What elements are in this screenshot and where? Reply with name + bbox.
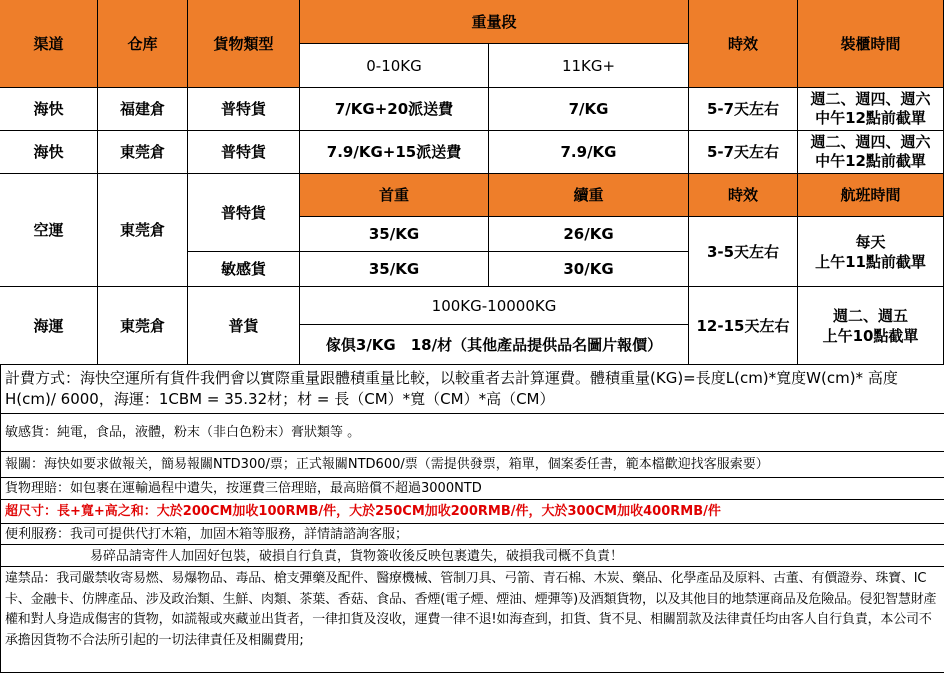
row2-price-0-10kg: 7.9/KG+15派送費 — [300, 131, 489, 174]
air-schedule-days: 每天 — [855, 232, 886, 251]
row2-schedule-days: 週二、週四、週六 — [810, 133, 931, 151]
note-oversize: 超尺寸：長+寬+高之和：大於200CM加收100RMB/件，大於250CM加收200RMB/件，大於300CM加收400RMB/件 — [0, 500, 944, 524]
note-prohibited: 違禁品：我司嚴禁收寄易燃、易爆物品、毒品、槍支彈藥及配件、醫療機械、管制刀具、弓箭、青石棉、木炭、藥品、化學產品及原料、古董、有價證券、珠寶、IC卡、金融卡、仿牌產品、涉及政治類、生鮮、肉類、茶葉、香菇、食品、香煙(電子煙、煙油、煙彈等)及酒類貨物，以及其他目的地禁運商品及危險品。侵犯智慧財產權和對人身造成傷害的貨物，如謊報或夾藏並出貨者，一律扣貨及沒收，運費一律不退!如海查到，扣貨、貨不見、相關罰款及法律責任均由客人自行負責，本公司不承擔因貨物不合法所引起的一切法律責任及相關費用; — [0, 567, 944, 673]
row1-timeliness: 5-7天左右 — [689, 88, 798, 131]
sea-warehouse: 東莞倉 — [98, 287, 188, 365]
air-goods-general: 普特貨 — [188, 174, 300, 252]
row1-schedule-cutoff: 中午12點前截單 — [815, 109, 926, 127]
row1-warehouse: 福建倉 — [98, 88, 188, 131]
air-header-timeliness: 時效 — [689, 174, 798, 217]
note-customs: 報關：海快如要求做報关，簡易報關NTD300/票；正式報關NTD600/票（需提供發票，箱單，個案委任書，範本檔歡迎找客服索要） — [0, 452, 944, 478]
air-timeliness: 3-5天左右 — [689, 217, 798, 287]
note-fragile: 易碎品請寄件人加固好包裝，破損自行負責，貨物簽收後反映包裹遺失，破損我司概不負責！ — [0, 545, 944, 567]
header-timeliness: 時效 — [689, 0, 798, 88]
air-header-extra-weight: 續重 — [489, 174, 689, 217]
row1-schedule-days: 週二、週四、週六 — [810, 90, 931, 108]
sea-schedule — [798, 287, 944, 365]
header-channel: 渠道 — [0, 0, 98, 88]
sea-goods: 普貨 — [188, 287, 300, 365]
row1-schedule — [798, 88, 944, 131]
row2-goods: 普特貨 — [188, 131, 300, 174]
air-header-flight-time: 航班時間 — [798, 174, 944, 217]
note-claims: 貨物理賠：如包裹在運輸過程中遺失，按運費三倍理賠，最高賠償不超過3000NTD — [0, 478, 944, 500]
air-header-first-weight: 首重 — [300, 174, 489, 217]
row1-channel: 海快 — [0, 88, 98, 131]
note-services: 便利服務：我司可提供代打木箱，加固木箱等服務，詳情請諮詢客服； — [0, 524, 944, 545]
row2-channel: 海快 — [0, 131, 98, 174]
air-goods-sensitive: 敏感貨 — [188, 252, 300, 287]
air-schedule — [798, 217, 944, 287]
sea-weight-range: 100KG-10000KG — [300, 287, 689, 325]
air-general-extra-price: 26/KG — [489, 217, 689, 252]
header-seg-11kg-plus: 11KG+ — [489, 44, 689, 88]
sea-timeliness: 12-15天左右 — [689, 287, 798, 365]
sea-schedule-cutoff: 上午10點截單 — [822, 326, 919, 345]
row2-price-11kg: 7.9/KG — [489, 131, 689, 174]
header-warehouse: 仓库 — [98, 0, 188, 88]
header-goods-type: 貨物類型 — [188, 0, 300, 88]
row2-warehouse: 東莞倉 — [98, 131, 188, 174]
air-warehouse: 東莞倉 — [98, 174, 188, 287]
air-general-first-price: 35/KG — [300, 217, 489, 252]
air-sensitive-extra-price: 30/KG — [489, 252, 689, 287]
row1-price-11kg: 7/KG — [489, 88, 689, 131]
header-seg-0-10kg: 0-10KG — [300, 44, 489, 88]
air-channel: 空運 — [0, 174, 98, 287]
row2-timeliness: 5-7天左右 — [689, 131, 798, 174]
row2-schedule — [798, 131, 944, 174]
air-schedule-cutoff: 上午11點前截單 — [815, 252, 926, 271]
note-sensitive-goods: 敏感貨：純電，食品，液體，粉末（非白色粉末）膏狀類等 。 — [0, 414, 944, 452]
sea-schedule-days: 週二、週五 — [832, 306, 908, 325]
note-billing: 計費方式：海快空運所有貨件我們會以實際重量跟體積重量比較，以較重者去計算運費。體積重量(KG)=長度L(cm)*寬度W(cm)* 高度H(cm)/ 6000，海運：1CBM = 35.32材；材 = 長（CM）*寬（CM）*高（CM） — [0, 365, 944, 414]
header-loading-time: 裝櫃時間 — [798, 0, 944, 88]
row1-price-0-10kg: 7/KG+20派送費 — [300, 88, 489, 131]
air-sensitive-first-price: 35/KG — [300, 252, 489, 287]
header-weight-segment: 重量段 — [300, 0, 689, 44]
sea-channel: 海運 — [0, 287, 98, 365]
row2-schedule-cutoff: 中午12點前截單 — [815, 152, 926, 170]
row1-goods: 普特貨 — [188, 88, 300, 131]
sea-price: 傢俱3/KG 18/材（其他產品提供品名圖片報價） — [300, 325, 689, 365]
